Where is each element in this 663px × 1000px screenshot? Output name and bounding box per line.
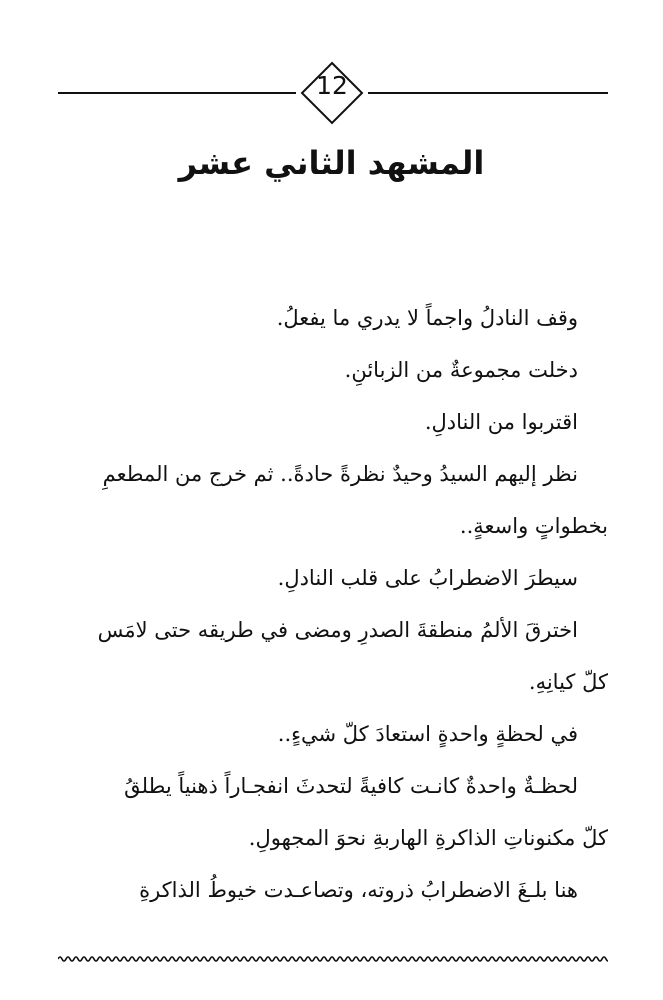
header-rule-left (58, 92, 296, 94)
footer-wavy-rule (58, 952, 608, 966)
text-line: اقتربوا من النادلِ. (424, 410, 578, 434)
body-text (55, 292, 608, 916)
page-number: 12 (316, 71, 348, 100)
text-line: في لحظةٍ واحدةٍ استعادَ كلّ شيءٍ.. (277, 722, 578, 746)
text-line: لحظـةٌ واحدةٌ كانـت كافيةً لتحدثَ انفجـاراً ذهنياً يطلقُ (124, 774, 578, 798)
text-line: سيطرَ الاضطرابُ على قلب النادلِ. (277, 566, 578, 590)
text-line: هنا بلـغَ الاضطرابُ ذروته، وتصاعـدت خيوطُ الذاكرةِ (139, 878, 578, 902)
header-rule-right (368, 92, 608, 94)
chapter-title: المشهد الثاني عشر (178, 144, 485, 182)
text-line: دخلت مجموعةٌ من الزبائنِ. (344, 358, 578, 382)
text-line: اخترقَ الألمُ منطقةَ الصدرِ ومضى في طريقه حتى لامَس (97, 618, 578, 642)
text-line: بخطواتٍ واسعةٍ.. (459, 514, 608, 538)
text-line: كلّ كيانِهِ. (528, 670, 608, 694)
text-line: نظر إليهم السيدُ وحيدٌ نظرةً حادةً.. ثم خرج من المطعمِ (102, 462, 578, 486)
text-line: كلّ مكنوناتِ الذاكرةِ الهاربةِ نحوَ المجهولِ. (248, 826, 608, 850)
text-line: وقف النادلُ واجماً لا يدري ما يفعلُ. (276, 306, 578, 330)
